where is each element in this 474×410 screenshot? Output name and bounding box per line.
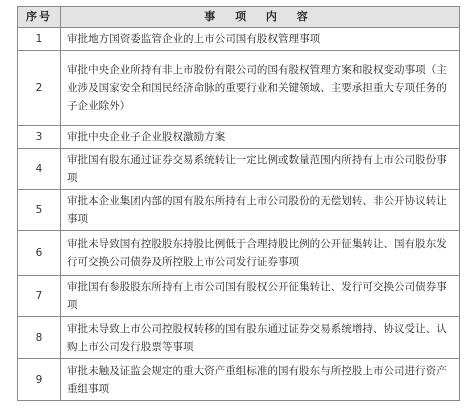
row-number: 6 [18,231,61,276]
table-row [18,359,460,401]
table-header-row [18,7,460,28]
row-number: 9 [18,359,61,401]
table-row [18,51,460,126]
row-number: 3 [18,126,61,149]
row-number: 4 [18,149,61,190]
table-row [18,190,460,231]
table-row [18,149,460,190]
row-content: 审批未导致国有控股股东持股比例低于合理持股比例的公开征集转让、国有股东发行可交换公司债券及所控股上市公司发行证券事项 [61,231,460,276]
header-content: 事 项 内 容 [61,7,460,28]
row-content: 审批中央企业所持有非上市股份有限公司的国有股权管理方案和股权变动事项（主业涉及国家安全和国民经济命脉的重要行业和关键领域、主要承担重大专项任务的子企业除外） [61,51,460,126]
table-row [18,28,460,51]
row-number: 1 [18,28,61,51]
row-number: 8 [18,317,61,359]
matters-table-container [17,6,459,401]
row-content: 审批国有参股股东所持有上市公司国有股权公开征集转让、发行可交换公司债券事项 [61,276,460,317]
row-content: 审批本企业集团内部的国有股东所持有上市公司股份的无偿划转、非公开协议转让事项 [61,190,460,231]
row-content: 审批中央企业子企业股权激励方案 [61,126,460,149]
row-content: 审批国有股东通过证券交易系统转让一定比例或数量范围内所持有上市公司股份事项 [61,149,460,190]
approval-matters-table [17,6,460,401]
header-number: 序号 [18,7,61,28]
table-row [18,276,460,317]
row-number: 7 [18,276,61,317]
row-content: 审批未导致上市公司控股权转移的国有股东通过证券交易系统增持、协议受让、认购上市公司发行股票等事项 [61,317,460,359]
table-row [18,231,460,276]
row-number: 2 [18,51,61,126]
row-number: 5 [18,190,61,231]
row-content: 审批地方国资委监管企业的上市公司国有股权管理事项 [61,28,460,51]
table-row [18,317,460,359]
table-row [18,126,460,149]
row-content: 审批未触及证监会规定的重大资产重组标准的国有股东与所控股上市公司进行资产重组事项 [61,359,460,401]
